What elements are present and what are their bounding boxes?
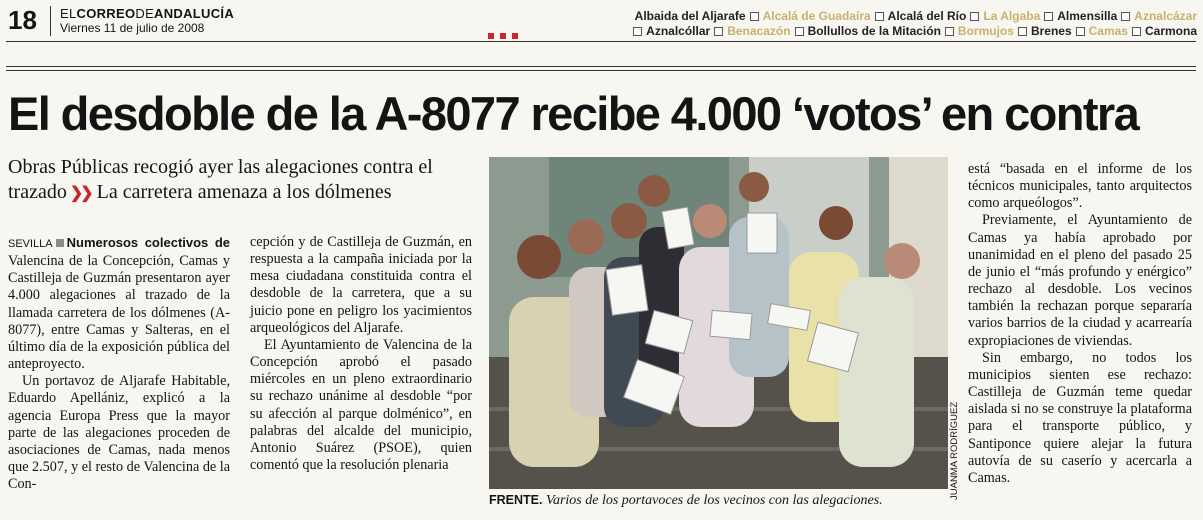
paragraph-4: [250, 337, 472, 474]
separator-square: [945, 27, 954, 36]
subtitle: [8, 155, 478, 206]
col3-text-3: Sin embargo, no todos los municipios sienten ese rechazo: Castilleja de Guzmán teme quedar aislada si no se construye la plataforma para el transporte público, y Santiponce quiere alejar la futura autovía de su caserío y acercarla a Camas.: [968, 349, 1192, 486]
col2-text-1: cepción y de Castilleja de Guzmán, en respuesta a la campaña iniciada por la mesa ciudadana constituida contra el desdoble de la carretera, que a su juicio pone en peligro los yacimientos arqueológicos del Aljarafe.: [250, 234, 472, 336]
town-brenes[interactable]: Brenes: [1030, 24, 1072, 38]
separator-square: [1076, 27, 1085, 36]
headline-rule-bottom: [6, 70, 1196, 71]
photo-illustration: [489, 157, 948, 489]
town-alcala-guadaira[interactable]: Alcalá de Guadaíra: [762, 9, 871, 23]
town-bormujos[interactable]: Bormujos: [957, 24, 1014, 38]
dateline: SEVILLA: [8, 238, 53, 250]
headline: El desdoble de la A-8077 recibe 4.000 ‘votos’ en contra: [8, 87, 1139, 140]
masthead-el: EL: [60, 6, 77, 21]
article-column-2: [250, 234, 472, 474]
headline-rule-top: [6, 66, 1196, 67]
subtitle-part-2: La carretera amenaza a los dólmenes: [96, 181, 392, 203]
separator-square: [875, 12, 884, 21]
masthead-correo: CORREO: [76, 6, 136, 21]
lead-bold: Numerosos colectivos de: [66, 235, 230, 250]
header-divider: [50, 6, 51, 36]
separator-square: [970, 12, 979, 21]
paragraph-1: [8, 234, 230, 373]
paragraph-7: [968, 350, 1192, 487]
town-almensilla[interactable]: Almensilla: [1057, 9, 1118, 23]
masthead-de: DE: [135, 6, 155, 21]
town-benacazon[interactable]: Benacazón: [727, 24, 791, 38]
town-albaida[interactable]: Albaida del Aljarafe: [634, 9, 746, 23]
header-rule: [6, 41, 1196, 42]
town-camas[interactable]: Camas: [1088, 24, 1128, 38]
paragraph-6: [968, 212, 1192, 349]
caption-text: Varios de los portavoces de los vecinos con las alegaciones.: [545, 493, 883, 508]
separator-square: [750, 12, 759, 21]
masthead-andalucia: ANDALUCÍA: [154, 6, 235, 21]
chevron-right-icon: ❯❯: [69, 185, 91, 202]
town-aznalcazar[interactable]: Aznalcázar: [1134, 9, 1197, 23]
article-column-3: [968, 161, 1192, 487]
towns-row-2: [629, 24, 1197, 38]
separator-square: [1044, 12, 1053, 21]
col3-text-2: Previamente, el Ayuntamiento de Camas ya había aprobado por unanimidad en el pleno del pasado 25 de junio el “más profundo y enérgico” rechazo al desdoble. Los vecinos también la rechazan porque separaría varios barrios de la ciudad y acarrearía expropiaciones de viviendas.: [968, 212, 1192, 349]
town-aznalcollar[interactable]: Aznalcóllar: [646, 24, 711, 38]
separator-square: [633, 27, 642, 36]
separator-square: [714, 27, 723, 36]
caption-label: FRENTE.: [489, 493, 543, 507]
photo-caption: [489, 492, 959, 509]
photo-credit: JUANMA RODRÍGUEZ: [949, 401, 960, 500]
town-carmona[interactable]: Carmona: [1144, 24, 1197, 38]
paragraph-2: [8, 373, 230, 493]
towns-row-1: [631, 9, 1197, 23]
page-number: 18: [8, 5, 37, 35]
paragraph-3: [250, 234, 472, 337]
town-la-algaba[interactable]: La Algaba: [983, 9, 1041, 23]
news-photo: [489, 157, 948, 489]
town-alcala-rio[interactable]: Alcalá del Río: [887, 9, 967, 23]
section-marker: [488, 33, 518, 39]
separator-square: [795, 27, 804, 36]
issue-date: Viernes 11 de julio de 2008: [60, 21, 205, 35]
subtitle-part-1: Obras Públicas recogió ayer las alegaciones contra el trazado: [8, 156, 433, 203]
col1-text-1: Valencina de la Concepción, Camas y Castilleja de Guzmán presentaron ayer 4.000 alegaciones al trazado de la llamada carretera de los dólmenes (A-8077), entre Camas y Salteras, en el último día de la exposición pública del anteproyecto.: [8, 253, 230, 373]
col1-text-2: Un portavoz de Aljarafe Habitable, Eduardo Apellániz, explicó a la agencia Europa Press que la mayor parte de las alegaciones proceden de asociaciones de Camas, nada menos que 2.507, y el resto de Valencina de la Con-: [8, 373, 230, 493]
square-bullet-icon: [56, 239, 64, 247]
col2-text-2: El Ayuntamiento de Valencina de la Concepción aprobó el pasado miércoles en un pleno extraordinario su rechazo unánime al desdoble “por su afección al parque dolménico”, en palabras del alcalde del municipio, Antonio Suárez (PSOE), quien comentó que la resolución plenaria: [250, 336, 472, 474]
article-column-1: [8, 234, 230, 493]
separator-square: [1132, 27, 1141, 36]
town-bollullos[interactable]: Bollullos de la Mitación: [807, 24, 941, 38]
separator-square: [1121, 12, 1130, 21]
separator-square: [1018, 27, 1027, 36]
masthead: [60, 7, 234, 21]
col3-text-1: está “basada en el informe de los técnicos municipales, tanto arquitectos como arqueólogos”.: [968, 161, 1192, 212]
paragraph-5: [968, 161, 1192, 212]
